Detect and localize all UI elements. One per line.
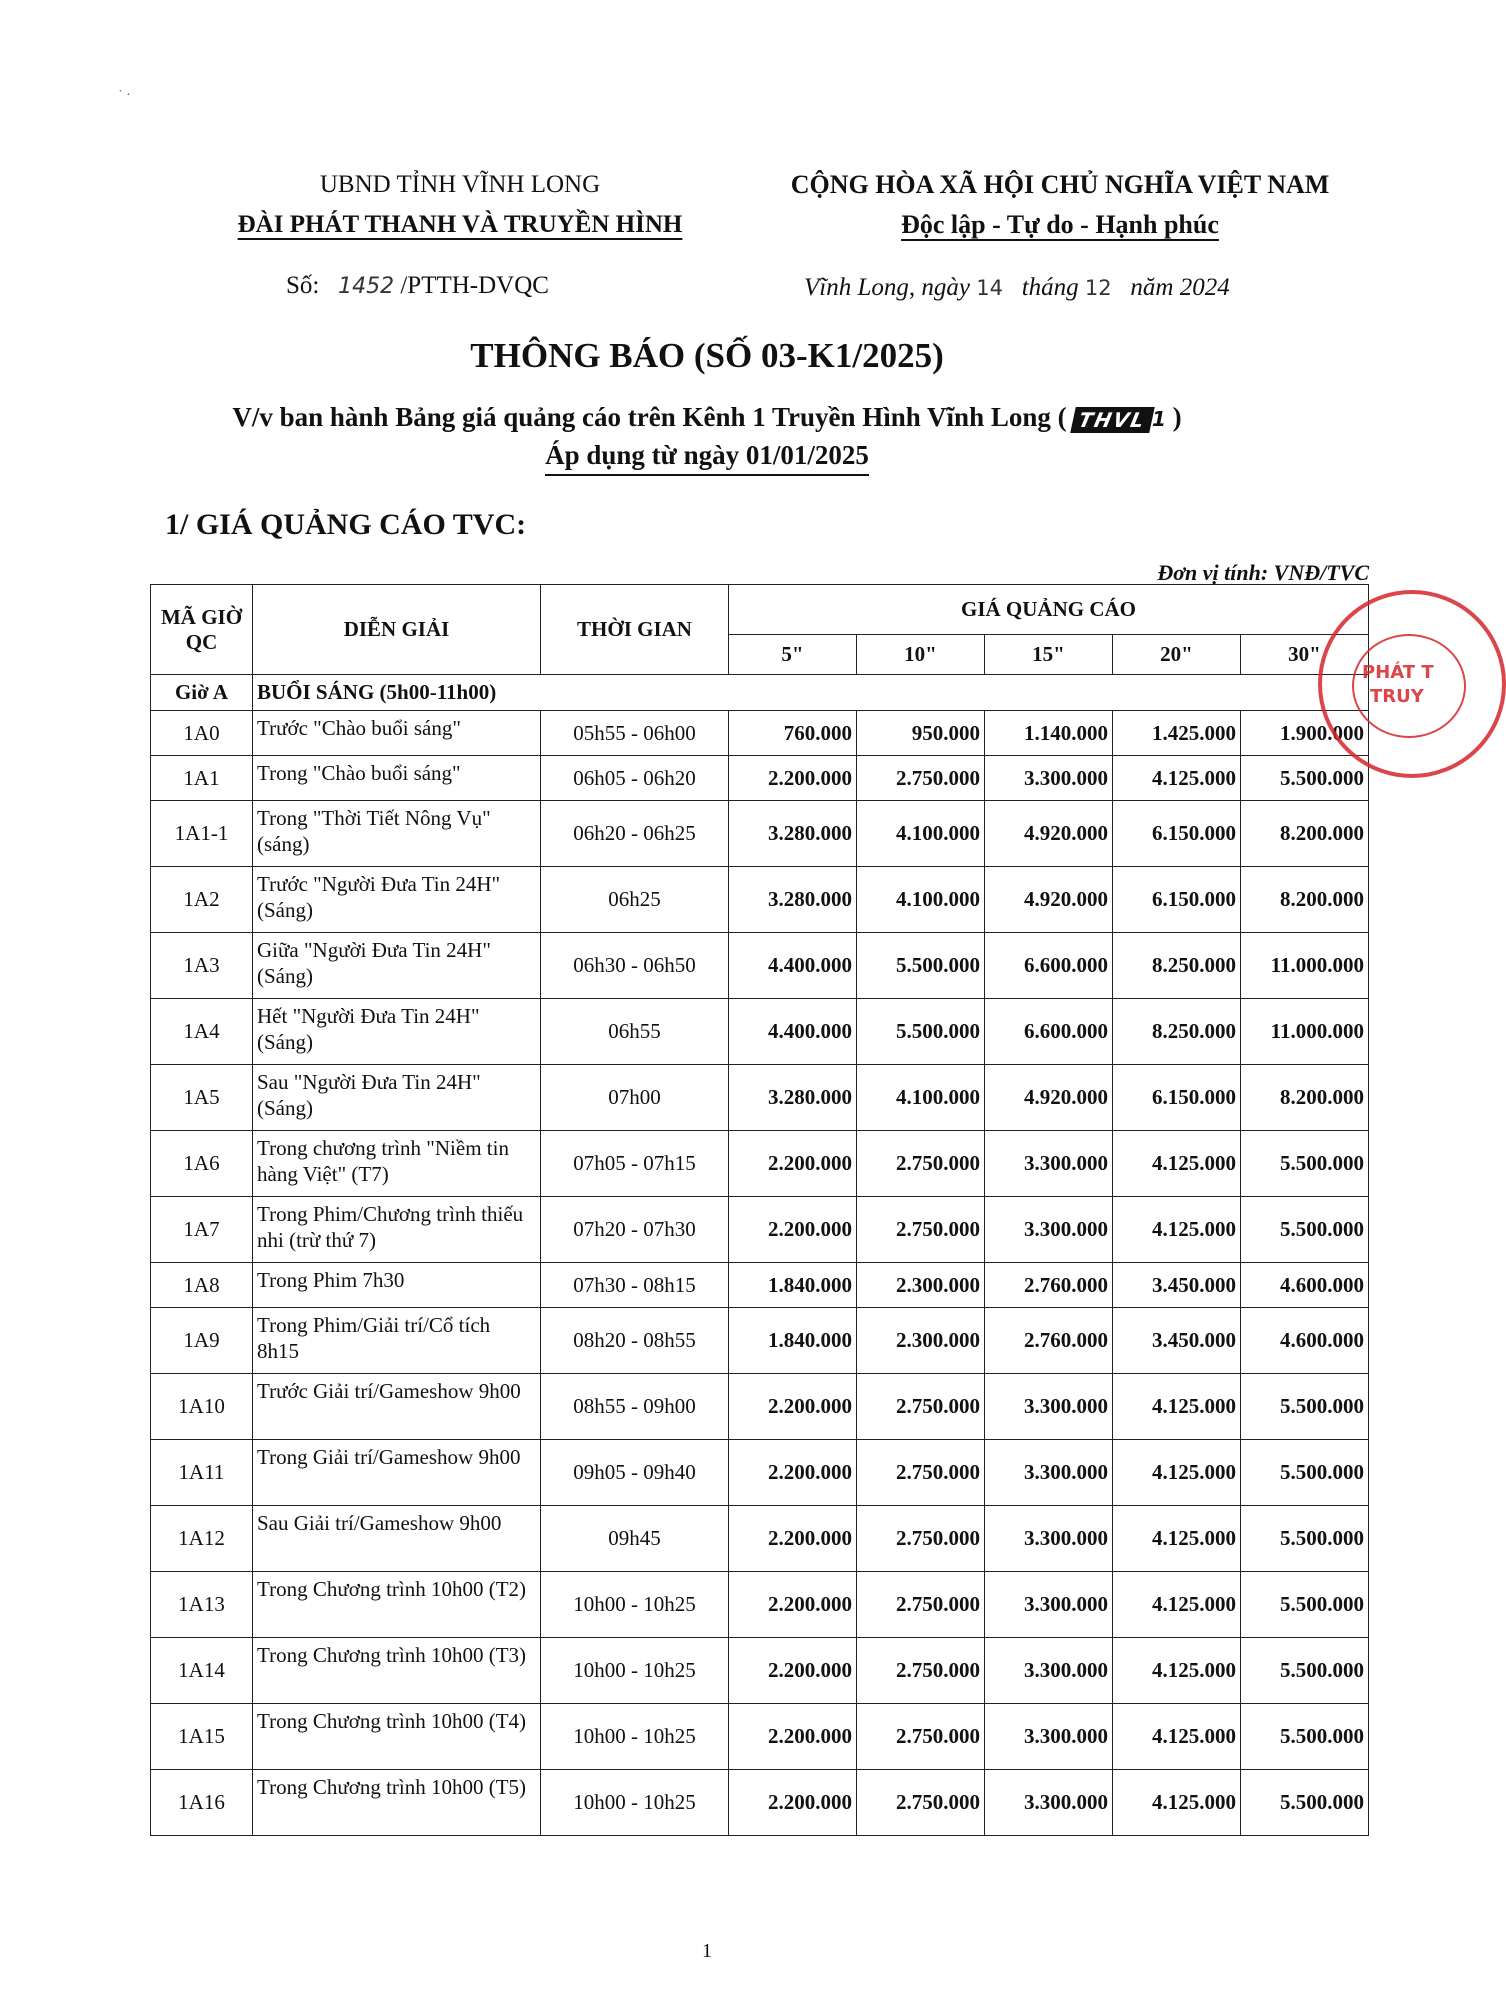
document-title: THÔNG BÁO (SỐ 03-K1/2025) [470,336,944,375]
row-price: 4.600.000 [1241,1308,1369,1374]
row-code: 1A12 [151,1506,253,1572]
row-desc: Sau "Người Đưa Tin 24H" (Sáng) [253,1065,541,1131]
row-time: 10h00 - 10h25 [541,1770,729,1836]
row-price: 3.300.000 [985,1638,1113,1704]
row-price: 4.125.000 [1113,1440,1241,1506]
unit-note: Đơn vị tính: VNĐ/TVC [1157,560,1369,585]
price-table [150,584,1369,1836]
row-price: 2.750.000 [857,1704,985,1770]
row-price: 3.300.000 [985,1197,1113,1263]
row-code: 1A7 [151,1197,253,1263]
subject-text: V/v ban hành Bảng giá quảng cáo trên Kênh 1 Truyền Hình Vĩnh Long ( [232,402,1067,432]
date-month: 12 [1084,276,1112,300]
row-code: 1A6 [151,1131,253,1197]
date-day: 14 [976,276,1003,300]
national-motto [730,165,1390,245]
row-price: 2.750.000 [857,1440,985,1506]
table-row [151,1197,1369,1263]
row-code: 1A15 [151,1704,253,1770]
row-desc: Trước "Người Đưa Tin 24H" (Sáng) [253,867,541,933]
row-price: 5.500.000 [1241,1770,1369,1836]
header-duration: 20" [1113,635,1241,675]
row-price: 950.000 [857,711,985,756]
row-price: 3.280.000 [729,867,857,933]
row-price: 3.280.000 [729,801,857,867]
header-duration: 10" [857,635,985,675]
row-desc: Trong Phim/Giải trí/Cổ tích 8h15 [253,1308,541,1374]
row-price: 2.200.000 [729,1572,857,1638]
row-code: 1A1-1 [151,801,253,867]
row-code: 1A3 [151,933,253,999]
row-code: 1A5 [151,1065,253,1131]
row-code: 1A8 [151,1263,253,1308]
nation-line2: Độc lập - Tự do - Hạnh phúc [901,210,1219,239]
row-desc: Trong "Chào buổi sáng" [253,756,541,801]
row-price: 5.500.000 [857,933,985,999]
row-price: 5.500.000 [1241,1197,1369,1263]
row-code: 1A1 [151,756,253,801]
row-desc: Hết "Người Đưa Tin 24H" (Sáng) [253,999,541,1065]
row-time: 07h05 - 07h15 [541,1131,729,1197]
row-price: 2.200.000 [729,1374,857,1440]
row-price: 4.920.000 [985,801,1113,867]
row-price: 1.840.000 [729,1308,857,1374]
row-price: 2.200.000 [729,1131,857,1197]
row-code: 1A4 [151,999,253,1065]
row-time: 08h55 - 09h00 [541,1374,729,1440]
header-code: MÃ GIỜ QC [151,585,253,675]
doc-no-prefix: Số: [286,272,320,299]
row-price: 2.200.000 [729,1638,857,1704]
row-price: 8.250.000 [1113,999,1241,1065]
row-price: 4.125.000 [1113,1638,1241,1704]
row-price: 4.125.000 [1113,1572,1241,1638]
row-price: 2.750.000 [857,1374,985,1440]
row-price: 3.450.000 [1113,1263,1241,1308]
row-desc: Trong "Thời Tiết Nông Vụ" (sáng) [253,801,541,867]
row-price: 2.750.000 [857,1638,985,1704]
doc-no-suffix: /PTTH-DVQC [400,272,549,299]
apply-date [0,440,1414,471]
row-code: 1A2 [151,867,253,933]
table-row [151,1572,1369,1638]
row-price: 4.100.000 [857,867,985,933]
page-number: 1 [702,1940,712,1962]
thvl-logo-sub: 1 [1151,407,1166,431]
row-time: 07h00 [541,1065,729,1131]
row-desc: Trong Chương trình 10h00 (T3) [253,1638,541,1704]
row-price: 2.750.000 [857,1506,985,1572]
row-price: 11.000.000 [1241,999,1369,1065]
row-price: 2.750.000 [857,756,985,801]
row-time: 09h45 [541,1506,729,1572]
table-row [151,1065,1369,1131]
row-price: 4.125.000 [1113,1704,1241,1770]
table-row [151,1704,1369,1770]
row-price: 3.280.000 [729,1065,857,1131]
org-line2: ĐÀI PHÁT THANH VÀ TRUYỀN HÌNH [237,211,683,238]
table-row [151,1770,1369,1836]
row-price: 4.100.000 [857,801,985,867]
table-row [151,1308,1369,1374]
row-desc: Trong Chương trình 10h00 (T4) [253,1704,541,1770]
document-number [286,272,549,300]
row-price: 6.150.000 [1113,1065,1241,1131]
row-price: 4.920.000 [985,1065,1113,1131]
row-price: 2.760.000 [985,1308,1113,1374]
row-code: 1A14 [151,1638,253,1704]
table-row [151,999,1369,1065]
row-price: 3.300.000 [985,1770,1113,1836]
row-price: 3.450.000 [1113,1308,1241,1374]
row-price: 2.200.000 [729,1770,857,1836]
row-price: 3.300.000 [985,1572,1113,1638]
row-price: 1.900.000 [1241,711,1369,756]
row-desc: Trong Phim 7h30 [253,1263,541,1308]
row-price: 8.200.000 [1241,1065,1369,1131]
table-row [151,756,1369,801]
table-row [151,711,1369,756]
date-prefix: Vĩnh Long, ngày [804,274,970,301]
row-time: 10h00 - 10h25 [541,1638,729,1704]
row-price: 4.125.000 [1113,1374,1241,1440]
table-row [151,867,1369,933]
row-time: 07h20 - 07h30 [541,1197,729,1263]
table-row [151,1263,1369,1308]
row-price: 8.250.000 [1113,933,1241,999]
row-time: 06h25 [541,867,729,933]
row-price: 5.500.000 [1241,756,1369,801]
row-price: 3.300.000 [985,756,1113,801]
row-desc: Trong Giải trí/Gameshow 9h00 [253,1440,541,1506]
row-price: 2.200.000 [729,1440,857,1506]
row-desc: Trong Chương trình 10h00 (T2) [253,1572,541,1638]
document-date [804,274,1230,302]
row-time: 06h30 - 06h50 [541,933,729,999]
row-price: 4.400.000 [729,933,857,999]
stamp-line1: PHÁT T [1362,662,1434,683]
document-subject [0,402,1414,433]
row-price: 1.140.000 [985,711,1113,756]
row-price: 2.300.000 [857,1263,985,1308]
header-price: GIÁ QUẢNG CÁO [729,585,1369,635]
row-price: 3.300.000 [985,1374,1113,1440]
nation-line1: CỘNG HÒA XÃ HỘI CHỦ NGHĨA VIỆT NAM [790,170,1330,199]
row-price: 6.150.000 [1113,801,1241,867]
row-code: 1A16 [151,1770,253,1836]
table-row [151,1440,1369,1506]
row-price: 4.125.000 [1113,756,1241,801]
row-price: 5.500.000 [1241,1506,1369,1572]
row-price: 4.125.000 [1113,1131,1241,1197]
row-price: 2.750.000 [857,1770,985,1836]
row-price: 8.200.000 [1241,801,1369,867]
table-row [151,1506,1369,1572]
thvl-logo: THVL [1071,407,1155,433]
row-price: 2.750.000 [857,1572,985,1638]
group-code: Giờ A [151,675,253,711]
row-price: 2.300.000 [857,1308,985,1374]
row-price: 5.500.000 [1241,1374,1369,1440]
row-price: 5.500.000 [1241,1440,1369,1506]
row-price: 3.300.000 [985,1440,1113,1506]
row-desc: Trước "Chào buổi sáng" [253,711,541,756]
header-duration: 5" [729,635,857,675]
row-desc: Trong Chương trình 10h00 (T5) [253,1770,541,1836]
row-price: 1.425.000 [1113,711,1241,756]
row-desc: Trong Phim/Chương trình thiếu nhi (trừ thứ 7) [253,1197,541,1263]
row-time: 06h20 - 06h25 [541,801,729,867]
header-time: THỜI GIAN [541,585,729,675]
table-row [151,1638,1369,1704]
row-price: 2.200.000 [729,1197,857,1263]
row-time: 08h20 - 08h55 [541,1308,729,1374]
row-price: 5.500.000 [857,999,985,1065]
doc-no-handwritten: 1452 [338,274,395,299]
row-code: 1A9 [151,1308,253,1374]
group-label: BUỔI SÁNG (5h00-11h00) [253,675,1369,711]
row-price: 3.300.000 [985,1131,1113,1197]
table-row [151,933,1369,999]
row-price: 2.200.000 [729,1704,857,1770]
issuing-organization [180,165,740,245]
row-time: 10h00 - 10h25 [541,1704,729,1770]
row-price: 2.200.000 [729,756,857,801]
header-desc: DIỄN GIẢI [253,585,541,675]
row-price: 2.750.000 [857,1197,985,1263]
date-month-label: tháng [1021,274,1079,301]
stamp-line2: TRUY [1370,686,1424,707]
row-price: 4.125.000 [1113,1770,1241,1836]
subject-close: ) [1172,402,1182,432]
row-price: 5.500.000 [1241,1572,1369,1638]
row-price: 3.300.000 [985,1704,1113,1770]
row-price: 760.000 [729,711,857,756]
row-time: 06h05 - 06h20 [541,756,729,801]
row-desc: Giữa "Người Đưa Tin 24H" (Sáng) [253,933,541,999]
row-desc: Trước Giải trí/Gameshow 9h00 [253,1374,541,1440]
row-price: 4.100.000 [857,1065,985,1131]
row-price: 2.750.000 [857,1131,985,1197]
row-code: 1A10 [151,1374,253,1440]
row-price: 4.125.000 [1113,1197,1241,1263]
row-time: 06h55 [541,999,729,1065]
date-year: năm 2024 [1130,274,1230,301]
row-price: 4.600.000 [1241,1263,1369,1308]
row-price: 2.200.000 [729,1506,857,1572]
section-title: 1/ GIÁ QUẢNG CÁO TVC: [165,508,527,541]
row-price: 4.125.000 [1113,1506,1241,1572]
row-time: 05h55 - 06h00 [541,711,729,756]
row-price: 4.400.000 [729,999,857,1065]
table-row [151,1374,1369,1440]
row-price: 5.500.000 [1241,1704,1369,1770]
header-duration: 30" [1241,635,1369,675]
row-price: 3.300.000 [985,1506,1113,1572]
row-code: 1A13 [151,1572,253,1638]
row-desc: Sau Giải trí/Gameshow 9h00 [253,1506,541,1572]
row-price: 5.500.000 [1241,1131,1369,1197]
row-price: 6.150.000 [1113,867,1241,933]
row-price: 6.600.000 [985,933,1113,999]
row-price: 6.600.000 [985,999,1113,1065]
row-desc: Trong chương trình "Niềm tin hàng Việt" (T7) [253,1131,541,1197]
org-line1: UBND TỈNH VĨNH LONG [319,171,601,198]
table-row [151,1131,1369,1197]
row-time: 10h00 - 10h25 [541,1572,729,1638]
official-stamp [1318,590,1506,778]
table-row [151,801,1369,867]
row-time: 07h30 - 08h15 [541,1263,729,1308]
row-price: 4.920.000 [985,867,1113,933]
scan-mark: ˙ · [118,88,131,103]
row-code: 1A0 [151,711,253,756]
row-code: 1A11 [151,1440,253,1506]
row-price: 1.840.000 [729,1263,857,1308]
row-price: 2.760.000 [985,1263,1113,1308]
row-time: 09h05 - 09h40 [541,1440,729,1506]
row-price: 11.000.000 [1241,933,1369,999]
row-price: 8.200.000 [1241,867,1369,933]
apply-date-text: Áp dụng từ ngày 01/01/2025 [545,440,869,476]
row-price: 5.500.000 [1241,1638,1369,1704]
header-duration: 15" [985,635,1113,675]
